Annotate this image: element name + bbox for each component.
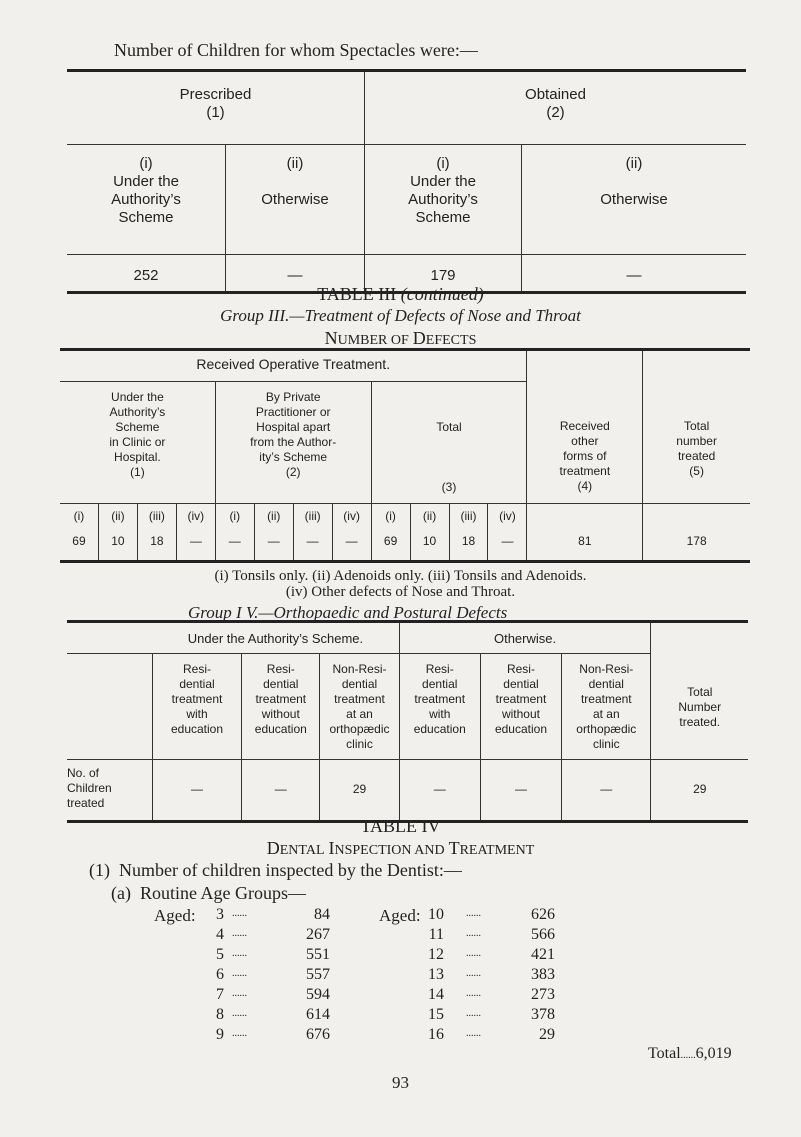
nose-throat-table xyxy=(60,348,750,563)
obtained-authority-value: 179 xyxy=(365,255,522,293)
obtained-otherwise-header: (ii) Otherwise xyxy=(522,145,747,255)
roman-header: (iv) xyxy=(332,504,371,528)
otherwise-header: Otherwise. xyxy=(399,622,651,654)
leader-dots: ...... xyxy=(232,968,247,979)
value-cell: — xyxy=(242,760,320,822)
count-value: 84 xyxy=(314,906,330,923)
under-authority-header: Under the Authority’s Scheme in Clinic or Hospital. (1) xyxy=(60,382,215,504)
total-header: Total (3) xyxy=(371,382,527,504)
age-value: 9 xyxy=(216,1026,224,1043)
prescribed-header: Prescribed (1) xyxy=(179,86,252,121)
value-cell: 29 xyxy=(320,760,399,822)
roman-header: (i) xyxy=(60,504,98,528)
value-cell: — xyxy=(332,528,371,562)
value-cell: — xyxy=(176,528,215,562)
private-practitioner-header: By Private Practitioner or Hospital apart from the Author- ity’s Scheme (2) xyxy=(215,382,371,504)
roman-header: (iv) xyxy=(488,504,527,528)
received-other-header: Received other forms of treatment (4) xyxy=(527,350,643,504)
leader-dots: ...... xyxy=(466,1028,481,1039)
roman-header: (ii) xyxy=(98,504,137,528)
value-cell: 18 xyxy=(137,528,176,562)
leader-dots: ...... xyxy=(466,948,481,959)
leader-dots: ...... xyxy=(232,1028,247,1039)
count-value: 421 xyxy=(531,946,555,963)
aged-label-left: Aged: xyxy=(154,906,196,925)
count-value: 267 xyxy=(306,926,330,943)
item-a: (a) Routine Age Groups— xyxy=(111,883,306,903)
value-cell: — xyxy=(488,528,527,562)
count-value: 614 xyxy=(306,1006,330,1023)
total-row: Total......6,019 xyxy=(648,1045,732,1062)
under-authority-header: Under the Authority’s Scheme. xyxy=(187,631,364,646)
table4-title: TABLE IV xyxy=(360,816,441,836)
value-cell: 10 xyxy=(410,528,449,562)
count-value: 551 xyxy=(306,946,330,963)
table3-group-title: Group III.—Treatment of Defects of Nose and Throat xyxy=(220,306,581,325)
count-value: 378 xyxy=(531,1006,555,1023)
age-value: 12 xyxy=(428,946,444,963)
residential-without-education-header: Resi- dential treatment without education xyxy=(242,654,320,760)
group4-title: Group I V.—Orthopaedic and Postural Defects xyxy=(188,603,508,622)
received-operative-header: Received Operative Treatment. xyxy=(196,356,391,372)
value-cell: 10 xyxy=(98,528,137,562)
leader-dots: ...... xyxy=(232,908,247,919)
value-cell: — xyxy=(399,760,480,822)
leader-dots: ...... xyxy=(232,948,247,959)
total-treated-header: Total number treated (5) xyxy=(643,350,750,504)
prescribed-authority-value: 252 xyxy=(67,255,226,293)
residential-with-education-header: Resi- dential treatment with education xyxy=(399,654,480,760)
count-value: 566 xyxy=(531,926,555,943)
value-cell: 81 xyxy=(527,504,643,562)
value-cell: 18 xyxy=(449,528,488,562)
value-cell: — xyxy=(480,760,561,822)
age-value: 14 xyxy=(428,986,444,1003)
leader-dots: ...... xyxy=(466,968,481,979)
count-value: 594 xyxy=(306,986,330,1003)
count-value: 383 xyxy=(531,966,555,983)
obtained-under-authority-header: (i) Under the Authority’s Scheme xyxy=(365,145,522,255)
value-cell: — xyxy=(293,528,332,562)
roman-header: (iii) xyxy=(449,504,488,528)
value-cell: — xyxy=(562,760,651,822)
aged-label-right: Aged: xyxy=(379,906,421,925)
footnote-2: (iv) Other defects of Nose and Throat. xyxy=(285,584,516,600)
count-value: 273 xyxy=(531,986,555,1003)
table4-subtitle: DENTAL INSPECTION AND TREATMENT xyxy=(266,838,535,858)
age-value: 11 xyxy=(428,926,444,943)
age-value: 3 xyxy=(216,906,224,923)
leader-dots: ...... xyxy=(466,928,481,939)
non-residential-clinic-header: Non-Resi- dential treatment at an orthopædic clinic xyxy=(320,654,399,760)
table3-subtitle: NUMBER OF DEFECTS xyxy=(324,328,477,348)
leader-dots: ...... xyxy=(466,908,481,919)
non-residential-clinic-header: Non-Resi- dential treatment at an orthopædic clinic xyxy=(562,654,651,760)
obtained-header: Obtained (2) xyxy=(365,71,747,145)
count-value: 626 xyxy=(531,906,555,923)
leader-dots: ...... xyxy=(232,988,247,999)
value-cell: — xyxy=(254,528,293,562)
value-cell: 69 xyxy=(371,528,410,562)
count-value: 676 xyxy=(306,1026,330,1043)
count-value: 29 xyxy=(539,1026,555,1043)
roman-header: (i) xyxy=(371,504,410,528)
residential-with-education-header: Resi- dential treatment with education xyxy=(152,654,241,760)
age-value: 15 xyxy=(428,1006,444,1023)
prescribed-under-authority-header: (i) Under the Authority’s Scheme xyxy=(67,145,226,255)
age-value: 10 xyxy=(428,906,444,923)
row-label: No. of Children treated xyxy=(67,760,152,822)
obtained-otherwise-value: — xyxy=(522,255,747,293)
roman-header: (ii) xyxy=(254,504,293,528)
leader-dots: ...... xyxy=(466,988,481,999)
value-cell: 178 xyxy=(643,504,750,562)
age-value: 7 xyxy=(216,986,224,1003)
age-value: 8 xyxy=(216,1006,224,1023)
spectacles-table xyxy=(67,69,746,294)
value-cell: — xyxy=(152,760,241,822)
leader-dots: ...... xyxy=(466,1008,481,1019)
prescribed-otherwise-header: (ii) Otherwise xyxy=(226,145,365,255)
total-number-header: Total Number treated. xyxy=(651,622,748,760)
page-number: 93 xyxy=(392,1073,409,1092)
table3-title: TABLE III (continued) xyxy=(317,284,484,304)
roman-header: (iv) xyxy=(176,504,215,528)
age-value: 5 xyxy=(216,946,224,963)
footnote-1: (i) Tonsils only. (ii) Adenoids only. (iii) Tonsils and Adenoids. xyxy=(214,568,587,584)
residential-without-education-header: Resi- dential treatment without education xyxy=(480,654,561,760)
roman-header: (iii) xyxy=(293,504,332,528)
age-value: 13 xyxy=(428,966,444,983)
spectacles-heading: Number of Children for whom Spectacles were:— xyxy=(114,40,478,60)
age-value: 16 xyxy=(428,1026,444,1043)
age-value: 6 xyxy=(216,966,224,983)
value-cell: 69 xyxy=(72,533,86,548)
age-value: 4 xyxy=(216,926,224,943)
orthopaedic-table xyxy=(67,620,748,823)
count-value: 557 xyxy=(306,966,330,983)
roman-header: (iii) xyxy=(137,504,176,528)
leader-dots: ...... xyxy=(232,928,247,939)
roman-header: (i) xyxy=(215,504,254,528)
prescribed-otherwise-value: — xyxy=(226,255,365,293)
value-cell: — xyxy=(215,528,254,562)
item-1: (1) Number of children inspected by the Dentist:— xyxy=(89,860,462,880)
value-cell: 29 xyxy=(651,760,748,822)
roman-header: (ii) xyxy=(410,504,449,528)
leader-dots: ...... xyxy=(232,1008,247,1019)
